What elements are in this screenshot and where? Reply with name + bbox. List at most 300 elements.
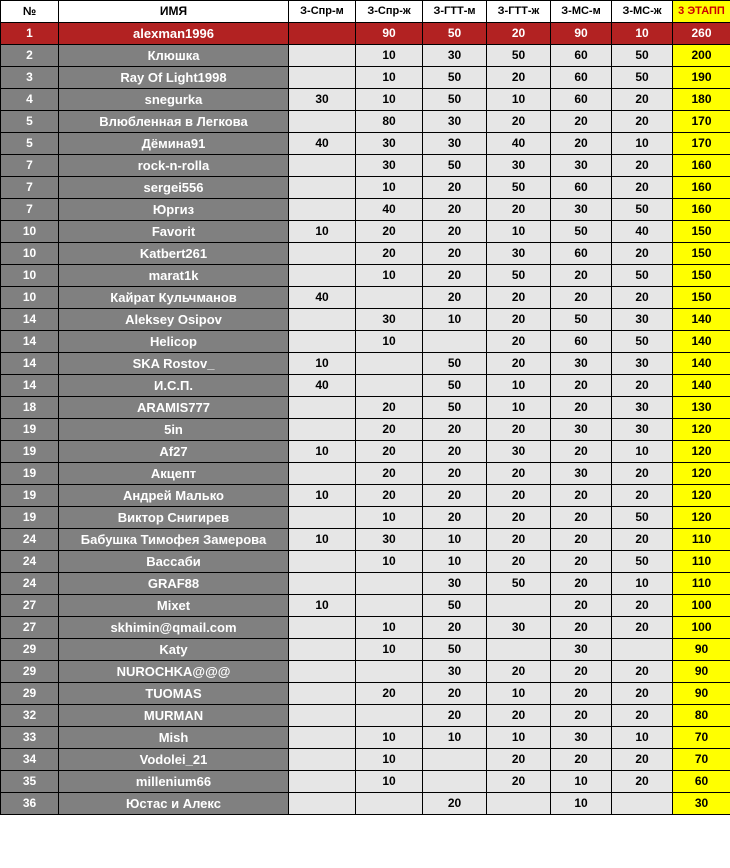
cell-score-4: 20 (487, 485, 551, 507)
cell-score-3: 50 (423, 89, 487, 111)
cell-score-4: 30 (487, 155, 551, 177)
cell-score-6: 30 (612, 397, 673, 419)
cell-score-6: 20 (612, 529, 673, 551)
cell-total: 100 (673, 595, 730, 617)
cell-total: 110 (673, 551, 730, 573)
cell-rank: 27 (1, 617, 59, 639)
table-row (1, 749, 730, 771)
cell-score-2: 20 (356, 221, 423, 243)
cell-score-4: 20 (487, 419, 551, 441)
cell-score-4: 20 (487, 309, 551, 331)
cell-score-6: 20 (612, 595, 673, 617)
cell-score-6: 20 (612, 485, 673, 507)
cell-score-1 (289, 507, 356, 529)
header-discipline-2: З-Спр-ж (356, 1, 423, 23)
cell-score-4: 20 (487, 551, 551, 573)
cell-score-4: 20 (487, 67, 551, 89)
cell-score-4: 10 (487, 683, 551, 705)
cell-participant-name: Vodolei_21 (59, 749, 289, 771)
table-row (1, 331, 730, 353)
cell-score-4: 30 (487, 617, 551, 639)
cell-participant-name: skhimin@qmail.com (59, 617, 289, 639)
cell-participant-name: NUROCHKA@@@ (59, 661, 289, 683)
cell-score-1 (289, 683, 356, 705)
table-row (1, 683, 730, 705)
cell-total: 160 (673, 199, 730, 221)
cell-score-2: 10 (356, 749, 423, 771)
header-discipline-6: З-МС-ж (612, 1, 673, 23)
cell-score-3: 50 (423, 639, 487, 661)
cell-total: 170 (673, 133, 730, 155)
cell-score-5: 60 (551, 177, 612, 199)
cell-participant-name: alexman1996 (59, 23, 289, 45)
cell-score-1 (289, 243, 356, 265)
cell-rank: 29 (1, 639, 59, 661)
cell-total: 120 (673, 507, 730, 529)
cell-score-6: 10 (612, 133, 673, 155)
cell-score-6: 50 (612, 45, 673, 67)
cell-score-2: 10 (356, 617, 423, 639)
cell-score-5: 20 (551, 529, 612, 551)
cell-rank: 29 (1, 661, 59, 683)
table-row (1, 397, 730, 419)
cell-score-1 (289, 331, 356, 353)
cell-score-1 (289, 749, 356, 771)
cell-score-4: 30 (487, 441, 551, 463)
cell-score-3: 30 (423, 133, 487, 155)
cell-participant-name: Helicop (59, 331, 289, 353)
table-row (1, 309, 730, 331)
cell-score-1 (289, 67, 356, 89)
cell-score-5: 20 (551, 617, 612, 639)
cell-score-1: 10 (289, 529, 356, 551)
cell-score-3: 20 (423, 265, 487, 287)
cell-score-1 (289, 177, 356, 199)
cell-participant-name: Юстас и Алекс (59, 793, 289, 815)
cell-rank: 10 (1, 243, 59, 265)
cell-participant-name: Юргиз (59, 199, 289, 221)
cell-score-4 (487, 793, 551, 815)
cell-score-1: 10 (289, 353, 356, 375)
cell-score-1 (289, 551, 356, 573)
table-row (1, 441, 730, 463)
cell-rank: 36 (1, 793, 59, 815)
cell-score-5: 20 (551, 683, 612, 705)
table-row (1, 705, 730, 727)
cell-participant-name: snegurka (59, 89, 289, 111)
cell-participant-name: Клюшка (59, 45, 289, 67)
cell-score-2 (356, 573, 423, 595)
cell-score-3: 20 (423, 617, 487, 639)
cell-rank: 14 (1, 375, 59, 397)
cell-score-2: 10 (356, 89, 423, 111)
cell-score-5: 10 (551, 793, 612, 815)
cell-score-2: 20 (356, 243, 423, 265)
cell-rank: 14 (1, 331, 59, 353)
cell-participant-name: Aleksey Osipov (59, 309, 289, 331)
cell-participant-name: Katbert261 (59, 243, 289, 265)
cell-score-6: 20 (612, 111, 673, 133)
cell-total: 80 (673, 705, 730, 727)
header-discipline-3: З-ГТТ-м (423, 1, 487, 23)
cell-score-3: 50 (423, 23, 487, 45)
cell-total: 60 (673, 771, 730, 793)
cell-score-3: 20 (423, 177, 487, 199)
cell-score-5: 60 (551, 243, 612, 265)
cell-score-2: 10 (356, 67, 423, 89)
cell-total: 90 (673, 661, 730, 683)
cell-score-4: 20 (487, 199, 551, 221)
cell-score-5: 30 (551, 639, 612, 661)
cell-score-1: 10 (289, 221, 356, 243)
cell-score-2: 10 (356, 177, 423, 199)
cell-score-3: 30 (423, 111, 487, 133)
cell-score-3: 50 (423, 595, 487, 617)
table-row (1, 639, 730, 661)
cell-score-6: 30 (612, 353, 673, 375)
cell-participant-name: Ray Of Light1998 (59, 67, 289, 89)
cell-score-4: 40 (487, 133, 551, 155)
cell-score-3: 20 (423, 221, 487, 243)
cell-score-3: 20 (423, 683, 487, 705)
cell-rank: 19 (1, 463, 59, 485)
cell-total: 120 (673, 441, 730, 463)
cell-score-5: 30 (551, 727, 612, 749)
table-row (1, 67, 730, 89)
cell-score-2: 30 (356, 309, 423, 331)
table-row (1, 265, 730, 287)
cell-rank: 5 (1, 133, 59, 155)
cell-score-4: 10 (487, 221, 551, 243)
cell-score-1 (289, 727, 356, 749)
cell-score-6: 50 (612, 199, 673, 221)
cell-score-2: 20 (356, 397, 423, 419)
cell-total: 30 (673, 793, 730, 815)
cell-score-5: 60 (551, 67, 612, 89)
cell-score-3: 10 (423, 727, 487, 749)
cell-score-3: 50 (423, 375, 487, 397)
cell-score-5: 20 (551, 573, 612, 595)
cell-score-6: 20 (612, 155, 673, 177)
cell-score-6: 20 (612, 177, 673, 199)
cell-total: 150 (673, 243, 730, 265)
cell-score-5: 30 (551, 419, 612, 441)
cell-score-4: 20 (487, 749, 551, 771)
cell-score-6 (612, 793, 673, 815)
cell-score-1: 10 (289, 485, 356, 507)
cell-score-3: 20 (423, 199, 487, 221)
cell-participant-name: Кайрат Кульчманов (59, 287, 289, 309)
cell-score-4: 20 (487, 529, 551, 551)
cell-score-1 (289, 397, 356, 419)
cell-rank: 19 (1, 419, 59, 441)
table-row (1, 177, 730, 199)
cell-total: 110 (673, 529, 730, 551)
cell-score-5: 30 (551, 463, 612, 485)
cell-score-6: 20 (612, 749, 673, 771)
cell-rank: 3 (1, 67, 59, 89)
cell-score-4: 50 (487, 45, 551, 67)
cell-score-6: 50 (612, 331, 673, 353)
cell-score-3: 10 (423, 551, 487, 573)
cell-score-3 (423, 771, 487, 793)
cell-participant-name: rock-n-rolla (59, 155, 289, 177)
cell-score-3: 10 (423, 529, 487, 551)
cell-score-6: 20 (612, 705, 673, 727)
cell-total: 160 (673, 177, 730, 199)
cell-total: 140 (673, 375, 730, 397)
cell-score-1 (289, 573, 356, 595)
cell-score-4: 10 (487, 727, 551, 749)
cell-score-5: 20 (551, 705, 612, 727)
cell-score-5: 30 (551, 155, 612, 177)
table-header (1, 1, 730, 23)
cell-participant-name: Влюбленная в Легкова (59, 111, 289, 133)
cell-score-2: 10 (356, 265, 423, 287)
cell-score-3: 30 (423, 45, 487, 67)
cell-score-3: 20 (423, 441, 487, 463)
table-row (1, 551, 730, 573)
table-row (1, 661, 730, 683)
cell-total: 150 (673, 265, 730, 287)
cell-score-5: 30 (551, 199, 612, 221)
table-row (1, 221, 730, 243)
cell-participant-name: Вассаби (59, 551, 289, 573)
cell-score-6: 20 (612, 375, 673, 397)
cell-participant-name: Af27 (59, 441, 289, 463)
cell-participant-name: Katy (59, 639, 289, 661)
cell-rank: 5 (1, 111, 59, 133)
table-row (1, 485, 730, 507)
cell-score-5: 20 (551, 111, 612, 133)
cell-score-5: 20 (551, 551, 612, 573)
header-discipline-5: З-МС-м (551, 1, 612, 23)
cell-participant-name: Favorit (59, 221, 289, 243)
cell-total: 110 (673, 573, 730, 595)
table-row (1, 727, 730, 749)
cell-score-4: 20 (487, 771, 551, 793)
table-row (1, 89, 730, 111)
cell-score-3: 50 (423, 155, 487, 177)
cell-participant-name: Дёмина91 (59, 133, 289, 155)
cell-score-1 (289, 309, 356, 331)
cell-score-6: 50 (612, 265, 673, 287)
cell-score-5: 90 (551, 23, 612, 45)
cell-score-3: 20 (423, 485, 487, 507)
cell-score-6: 20 (612, 617, 673, 639)
cell-total: 140 (673, 331, 730, 353)
header-row (1, 1, 730, 23)
cell-score-5: 10 (551, 771, 612, 793)
cell-rank: 10 (1, 265, 59, 287)
cell-participant-name: Андрей Малько (59, 485, 289, 507)
cell-rank: 18 (1, 397, 59, 419)
cell-score-2: 20 (356, 463, 423, 485)
cell-score-1 (289, 793, 356, 815)
cell-score-4: 20 (487, 507, 551, 529)
cell-total: 180 (673, 89, 730, 111)
cell-rank: 29 (1, 683, 59, 705)
cell-rank: 7 (1, 177, 59, 199)
cell-participant-name: Бабушка Тимофея Замерова (59, 529, 289, 551)
cell-score-2 (356, 353, 423, 375)
table-row (1, 111, 730, 133)
table-row (1, 353, 730, 375)
cell-score-3: 20 (423, 287, 487, 309)
cell-score-2: 10 (356, 551, 423, 573)
cell-score-1 (289, 617, 356, 639)
cell-participant-name: Акцепт (59, 463, 289, 485)
cell-rank: 14 (1, 353, 59, 375)
cell-score-1 (289, 265, 356, 287)
cell-score-1 (289, 639, 356, 661)
cell-score-5: 50 (551, 221, 612, 243)
cell-score-4: 50 (487, 573, 551, 595)
cell-score-5: 20 (551, 375, 612, 397)
cell-score-6: 50 (612, 551, 673, 573)
cell-rank: 24 (1, 551, 59, 573)
cell-score-5: 60 (551, 331, 612, 353)
cell-score-2 (356, 705, 423, 727)
cell-participant-name: marat1k (59, 265, 289, 287)
cell-score-5: 20 (551, 485, 612, 507)
cell-score-3: 20 (423, 507, 487, 529)
cell-score-4: 10 (487, 89, 551, 111)
table-row (1, 463, 730, 485)
cell-score-3: 20 (423, 419, 487, 441)
cell-participant-name: Mish (59, 727, 289, 749)
cell-score-1: 30 (289, 89, 356, 111)
cell-rank: 10 (1, 287, 59, 309)
header-discipline-1: З-Спр-м (289, 1, 356, 23)
cell-score-6: 10 (612, 727, 673, 749)
cell-score-2: 20 (356, 683, 423, 705)
table-row (1, 595, 730, 617)
cell-participant-name: Mixet (59, 595, 289, 617)
cell-rank: 32 (1, 705, 59, 727)
table-row (1, 419, 730, 441)
cell-score-6: 30 (612, 309, 673, 331)
cell-score-2: 10 (356, 507, 423, 529)
cell-participant-name: millenium66 (59, 771, 289, 793)
cell-score-6: 20 (612, 661, 673, 683)
cell-total: 170 (673, 111, 730, 133)
cell-rank: 33 (1, 727, 59, 749)
cell-score-6: 20 (612, 243, 673, 265)
cell-score-2 (356, 287, 423, 309)
cell-total: 100 (673, 617, 730, 639)
cell-score-5: 20 (551, 287, 612, 309)
cell-score-2: 10 (356, 771, 423, 793)
cell-score-4: 20 (487, 111, 551, 133)
cell-participant-name: sergei556 (59, 177, 289, 199)
cell-rank: 19 (1, 485, 59, 507)
cell-total: 140 (673, 309, 730, 331)
header-rank: № (1, 1, 59, 23)
cell-score-5: 20 (551, 661, 612, 683)
cell-score-4: 20 (487, 705, 551, 727)
cell-score-5: 20 (551, 397, 612, 419)
table-row (1, 23, 730, 45)
cell-score-4: 10 (487, 375, 551, 397)
cell-score-1 (289, 661, 356, 683)
cell-rank: 10 (1, 221, 59, 243)
cell-score-5: 20 (551, 265, 612, 287)
cell-score-2: 10 (356, 639, 423, 661)
cell-total: 190 (673, 67, 730, 89)
cell-score-6: 20 (612, 771, 673, 793)
header-total: 3 ЭТАПП (673, 1, 730, 23)
cell-score-6: 10 (612, 23, 673, 45)
cell-score-1: 10 (289, 441, 356, 463)
table-row (1, 133, 730, 155)
cell-total: 70 (673, 727, 730, 749)
cell-score-6: 50 (612, 67, 673, 89)
table-row (1, 529, 730, 551)
cell-participant-name: MURMAN (59, 705, 289, 727)
cell-score-1: 40 (289, 287, 356, 309)
cell-rank: 34 (1, 749, 59, 771)
cell-total: 150 (673, 287, 730, 309)
cell-score-2: 30 (356, 155, 423, 177)
cell-score-6: 20 (612, 89, 673, 111)
cell-total: 70 (673, 749, 730, 771)
cell-total: 200 (673, 45, 730, 67)
cell-score-5: 60 (551, 89, 612, 111)
cell-score-4: 20 (487, 463, 551, 485)
table-row (1, 287, 730, 309)
cell-score-2: 10 (356, 45, 423, 67)
cell-score-6 (612, 639, 673, 661)
cell-score-2: 10 (356, 331, 423, 353)
cell-score-3 (423, 749, 487, 771)
cell-score-6: 10 (612, 573, 673, 595)
table-row (1, 573, 730, 595)
cell-rank: 1 (1, 23, 59, 45)
cell-rank: 14 (1, 309, 59, 331)
cell-score-6: 20 (612, 463, 673, 485)
cell-score-4: 20 (487, 353, 551, 375)
cell-score-3: 20 (423, 463, 487, 485)
cell-score-4: 20 (487, 23, 551, 45)
cell-score-5: 60 (551, 45, 612, 67)
cell-rank: 19 (1, 507, 59, 529)
cell-score-4 (487, 639, 551, 661)
cell-score-3: 50 (423, 353, 487, 375)
header-discipline-4: З-ГТТ-ж (487, 1, 551, 23)
cell-score-2: 90 (356, 23, 423, 45)
header-name: ИМЯ (59, 1, 289, 23)
cell-score-3: 50 (423, 397, 487, 419)
cell-total: 150 (673, 221, 730, 243)
cell-score-1 (289, 23, 356, 45)
cell-participant-name: И.С.П. (59, 375, 289, 397)
cell-total: 160 (673, 155, 730, 177)
cell-score-4: 20 (487, 331, 551, 353)
cell-rank: 4 (1, 89, 59, 111)
cell-score-1 (289, 155, 356, 177)
table-row (1, 155, 730, 177)
cell-score-1 (289, 705, 356, 727)
cell-score-5: 20 (551, 133, 612, 155)
cell-score-2 (356, 793, 423, 815)
cell-score-4: 50 (487, 265, 551, 287)
cell-rank: 7 (1, 199, 59, 221)
cell-score-6: 20 (612, 683, 673, 705)
cell-score-5: 50 (551, 309, 612, 331)
cell-score-2: 80 (356, 111, 423, 133)
cell-score-2: 40 (356, 199, 423, 221)
